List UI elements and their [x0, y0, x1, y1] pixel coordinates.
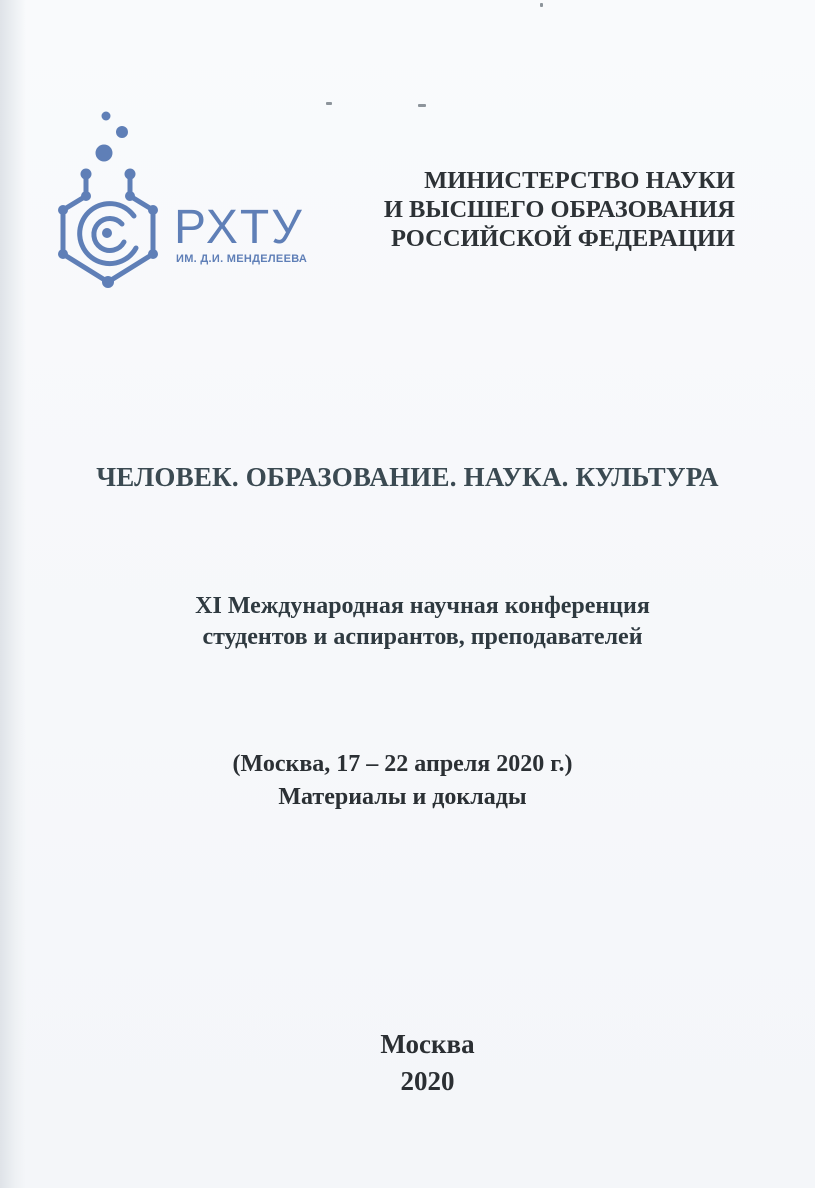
university-logo — [48, 104, 308, 304]
conference-dates: (Москва, 17 – 22 апреля 2020 г.) — [232, 751, 573, 777]
ministry-line: И ВЫСШЕГО ОБРАЗОВАНИЯ — [383, 196, 735, 223]
ministry-line: МИНИСТЕРСТВО НАУКИ — [424, 167, 735, 194]
conference-details — [0, 748, 805, 814]
scan-speck — [540, 3, 543, 7]
imprint — [0, 1026, 815, 1100]
flask-molecule-icon — [48, 104, 178, 304]
logo-wordmark: РХТУ — [174, 201, 304, 254]
conference-description — [0, 591, 815, 653]
materials-label: Материалы и доклады — [278, 784, 527, 810]
conference-line: XI Международная научная конференция — [195, 593, 650, 619]
ministry-heading — [295, 166, 735, 253]
conference-line: студентов и аспирантов, преподавателей — [202, 624, 643, 650]
imprint-city: Москва — [380, 1029, 475, 1059]
logo-subtitle: ИМ. Д.И. МЕНДЕЛЕЕВА — [176, 253, 308, 265]
scan-speck — [326, 102, 332, 105]
imprint-year: 2020 — [400, 1066, 455, 1096]
ministry-line: РОССИЙСКОЙ ФЕДЕРАЦИИ — [390, 225, 735, 252]
publication-title: ЧЕЛОВЕК. ОБРАЗОВАНИЕ. НАУКА. КУЛЬТУРА — [96, 462, 719, 492]
scan-speck — [418, 104, 426, 107]
